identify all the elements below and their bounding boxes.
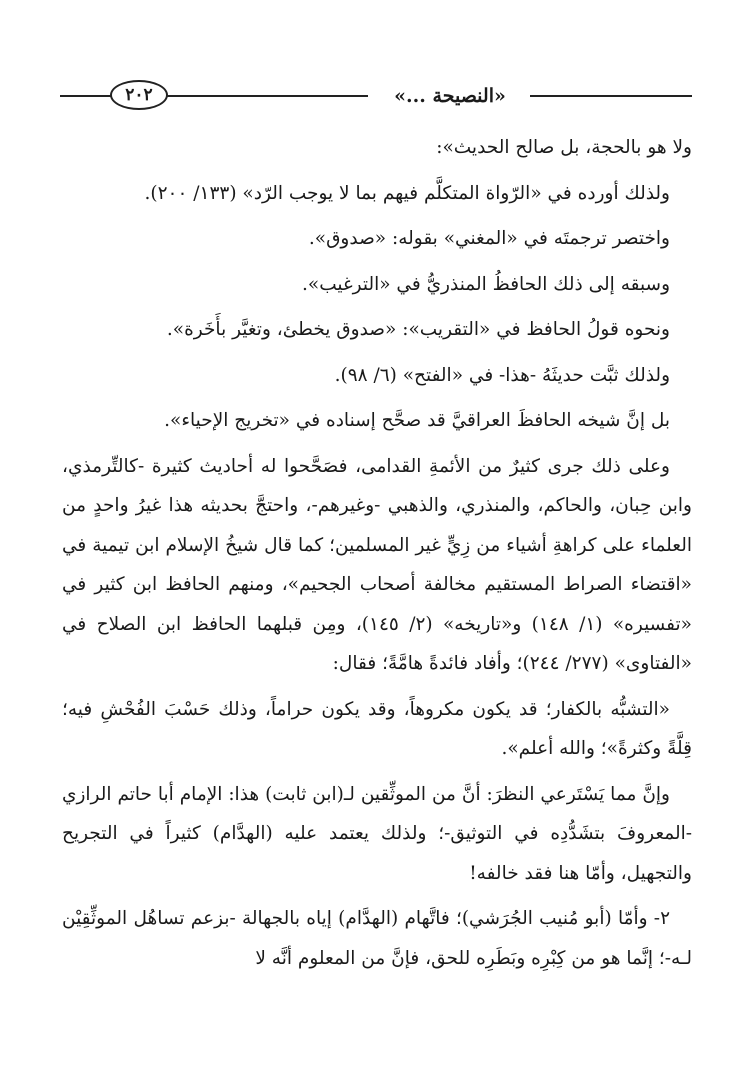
paragraph: ولا هو بالحجة، بل صالح الحديث»:	[436, 137, 692, 158]
paragraph: ٢- وأمّا (أبو مُنيب الجُرَشي)؛ فاتَّهام (الهدَّام) إياه بالجهالة -بزعم تساهُل الموثِّقِيْن لـه-؛ إنَّما هو من كِبْرِه وبَطَرِه للحق، فإنَّ من المعلوم أنَّه لا	[62, 908, 692, 969]
body-text	[62, 128, 692, 978]
header-rule-middle	[166, 95, 368, 97]
paragraph: بل إنَّ شيخه الحافظَ العراقيَّ قد صحَّح إسناده في «تخريج الإحياء».	[164, 410, 670, 431]
paragraph: وعلى ذلك جرى كثيرٌ من الأئمةِ القدامى، فصَحَّحوا له أحاديث كثيرة -كالتِّرمذي، وابن حِبان، والحاكم، والمنذري، والذهبي -وغيرهم-، واحتجَّ بحديثه هذا غيرُ واحدٍ من العلماء على كراهةِ أشياء من زِيٍّ غير المسلمين؛ كما قال شيخُ الإسلام ابن تيمية في «اقتضاء الصراط المستقيم مخالفة أصحاب الجحيم»، ومنهم الحافظ ابن كثير في «تفسيره» (١/ ١٤٨) و«تاريخه» (٢/ ١٤٥)، ومِن قبلهما الحافظ ابن الصلاح في «الفتاوى» (٢٧٧/ ٢٤٤)؛ وأفاد فائدةً هامَّةً؛ فقال:	[62, 455, 692, 674]
header-rule-right	[530, 95, 692, 97]
quotation-paragraph: «التشبُّه بالكفار؛ قد يكون مكروهاً، وقد يكون حراماً، وذلك حَسْبَ الفُحْشِ فيه؛ قِلَّةً وكثرةً»؛ والله أعلم».	[62, 698, 692, 759]
paragraph: ولذلك أورده في «الرّواة المتكلَّم فيهم بما لا يوجب الرّد» (١٣٣/ ٢٠٠).	[144, 182, 670, 204]
page-header	[60, 78, 692, 114]
paragraph: وسبقه إلى ذلك الحافظُ المنذريُّ في «الترغيب».	[302, 273, 670, 295]
page-number: ٢٠٢	[110, 80, 168, 110]
paragraph: ولذلك ثبَّت حديثَهُ -هذا- في «الفتح» (٦/ ٩٨).	[334, 364, 670, 386]
paragraph: ونحوه قولُ الحافظ في «التقريب»: «صدوق يخطئ، وتغيَّر بأَخَرة».	[166, 319, 670, 340]
paragraph: وإنَّ مما يَسْتَرعي النظرَ: أنَّ من الموثِّقين لـ(ابن ثابت) هذا: الإمام أبا حاتم الرازي -المعروفَ بتشَدُّدِه في التوثيق-؛ ولذلك يعتمد عليه (الهدَّام) كثيراً في التجريح والتجهيل، وأمّا هنا فقد خالفه!	[62, 783, 692, 884]
header-rule-left	[60, 95, 112, 97]
paragraph: واختصر ترجمتَه في «المغني» بقوله: «صدوق».	[308, 228, 670, 249]
running-title: «النصيحة ...»	[394, 85, 506, 107]
